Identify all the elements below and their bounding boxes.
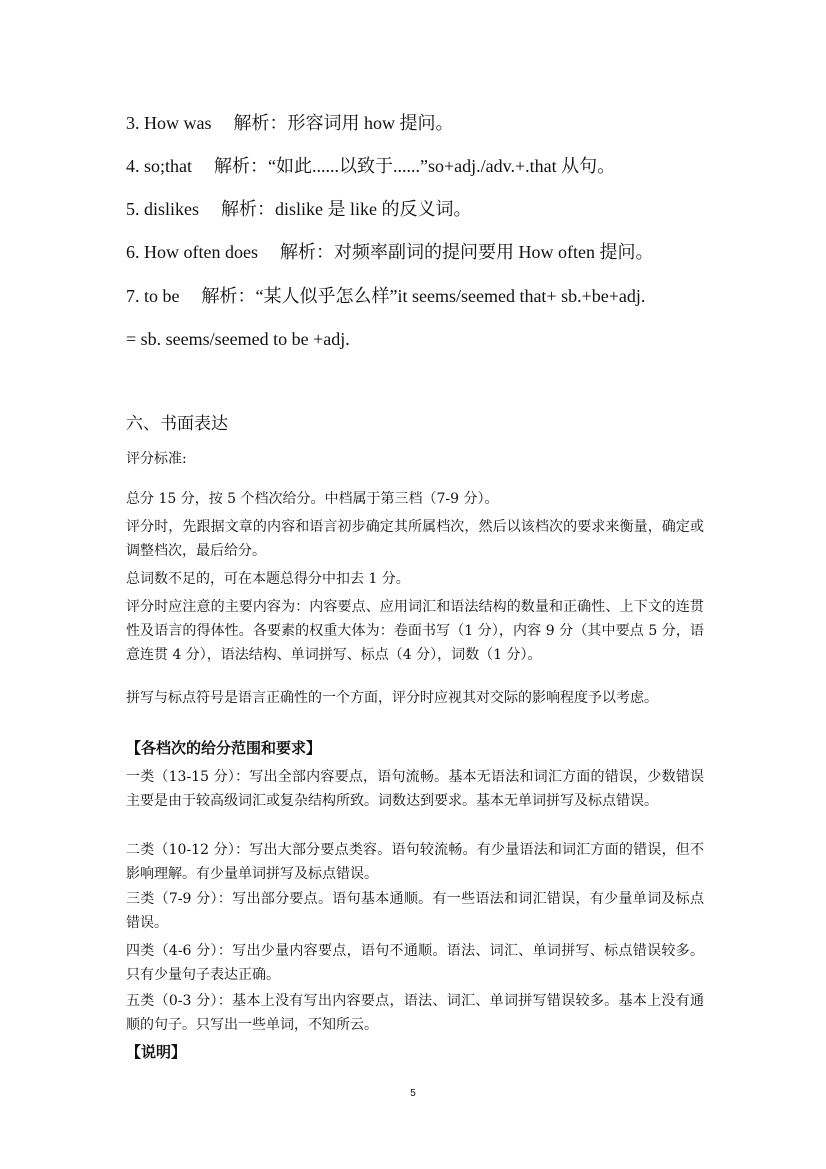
answer-key: 6. How often does (126, 242, 258, 262)
answer-key: 3. How was (126, 113, 212, 133)
level-item: 五类（0-3 分）：基本上没有写出内容要点，语法、词汇、单词拼写错误较多。基本上没有通顺的句子。只写出一些单词，不知所云。 (126, 993, 704, 1033)
criteria-paragraph: 评分时，先跟据文章的内容和语言初步确定其所属档次，然后以该档次的要求来衡量，确定或调整档次，最后给分。 (126, 519, 704, 559)
answer-explanation: 解析：dislike 是 like 的反义词。 (221, 199, 472, 219)
levels-heading: 【各档次的给分范围和要求】 (126, 739, 322, 757)
level-item: 四类（4-6 分）：写出少量内容要点，语句不通顺。语法、词汇、单词拼写、标点错误较多。只有少量句子表达正确。 (126, 943, 704, 983)
level-item: 一类（13-15 分）：写出全部内容要点，语句流畅。基本无语法和词汇方面的错误，少数错误主要是由于较高级词汇或复杂结构所致。词数达到要求。基本无单词拼写及标点错误。 (126, 769, 704, 809)
level-item: 二类（10-12 分）：写出大部分要点类容。语句较流畅。有少量语法和词汇方面的错误，但不影响理解。有少量单词拼写及标点错误。 (126, 842, 704, 882)
answer-explanation: 解析：“如此......以致于......”so+adj./adv.+.that 从句。 (214, 156, 616, 176)
criteria-paragraph: 拼写与标点符号是语言正确性的一个方面，评分时应视其对交际的影响程度予以考虑。 (126, 690, 658, 706)
answer-item (126, 284, 726, 308)
level-item: 三类（7-9 分）：写出部分要点。语句基本通顺。有一些语法和词汇错误，有少量单词及标点错误。 (126, 891, 704, 931)
answer-item (126, 111, 726, 135)
answer-explanation: 解析：“某人似乎怎么样”it seems/seemed that+ sb.+be+adj. (201, 286, 646, 306)
criteria-label: 评分标准: (126, 451, 187, 467)
answer-key: = sb. seems/seemed to be +adj. (126, 329, 350, 349)
answer-explanation: 解析：对频率副词的提问要用 How often 提问。 (279, 242, 654, 262)
criteria-paragraph: 总词数不足的，可在本题总得分中扣去 1 分。 (126, 571, 410, 587)
answer-key: 7. to be (126, 286, 180, 306)
answer-key: 5. dislikes (126, 199, 200, 219)
section-heading: 六、书面表达 (126, 414, 228, 434)
answer-explanation: 解析：形容词用 how 提问。 (233, 113, 454, 133)
answer-item (126, 197, 726, 221)
criteria-paragraph: 评分时应注意的主要内容为：内容要点、应用词汇和语法结构的数量和正确性、上下文的连贯性及语言的得体性。各要素的权重大体为：卷面书写（1 分），内容 9 分（其中要点 5 分，语意连贯 4 分），语法结构、单词拼写、标点（4 分），词数（1 分）。 (126, 599, 704, 663)
answer-item (126, 154, 726, 178)
answer-continuation (126, 327, 726, 351)
page-number: 5 (410, 1088, 416, 1099)
answer-item (126, 240, 726, 264)
answer-key: 4. so;that (126, 156, 192, 176)
note-heading: 【说明】 (126, 1043, 187, 1061)
criteria-paragraph: 总分 15 分，按 5 个档次给分。中档属于第三档（7-9 分）。 (126, 491, 499, 507)
